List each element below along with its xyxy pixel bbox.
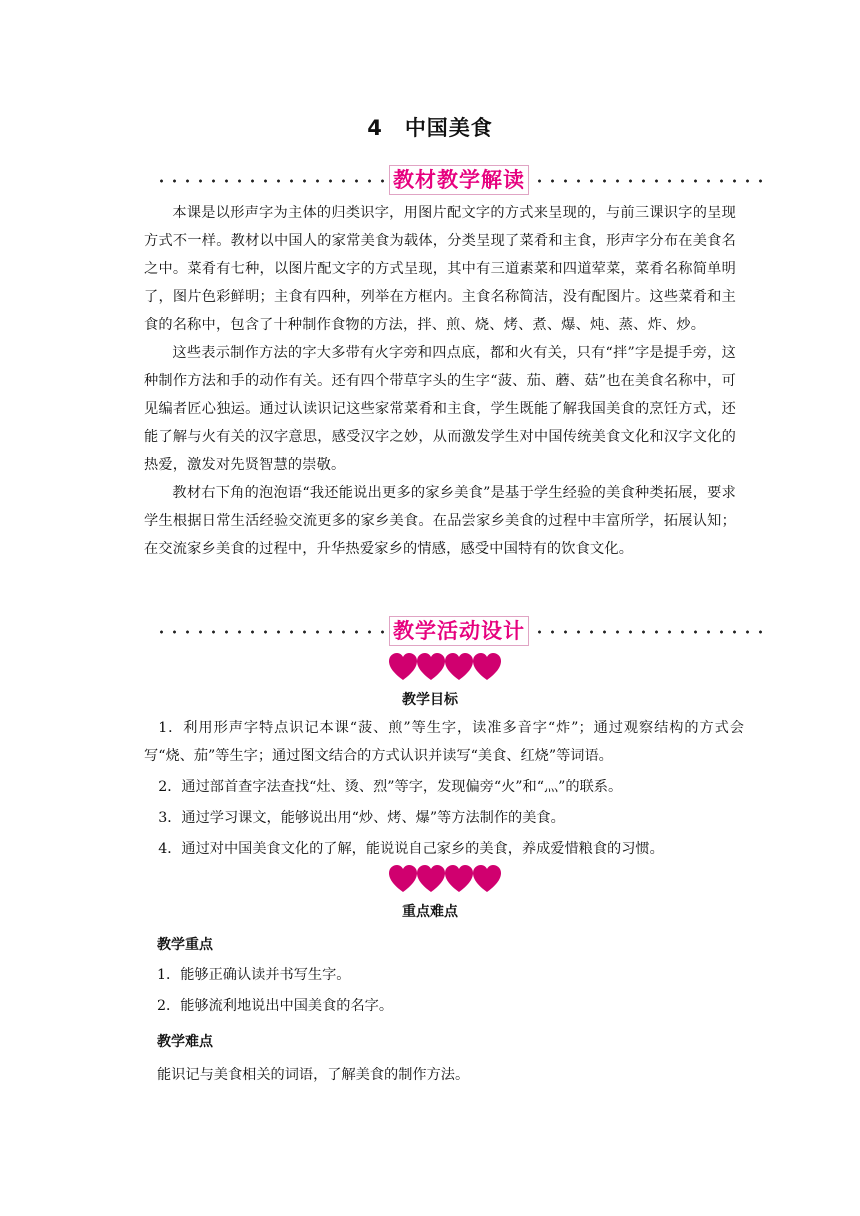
key-points-heading: 重点难点: [402, 904, 458, 920]
lesson-name: 中国美食: [404, 116, 493, 140]
lesson-number: 4: [367, 116, 383, 140]
difficulty-label: 教学难点: [157, 1034, 213, 1050]
hearts-decoration-icon: [388, 864, 502, 894]
difficulty-text: 能识记与美食相关的词语，了解美食的制作方法。: [157, 1067, 470, 1083]
section-banner-textbook: [155, 165, 767, 197]
paragraph: 教材右下角的泡泡语“我还能说出更多的家乡美食”是基于学生经验的美食种类拓展，要求学生根据日常生活经验交流更多的家乡美食。在品尝家乡美食的过程中丰富所学，拓展认知；在交流家乡美食的过程中，升华热爱家乡的情感，感受中国特有的饮食文化。: [144, 485, 736, 557]
list-item: 2．通过部首查字法查找“灶、烫、烈”等字，发现偏旁“火”和“灬”的联系。: [158, 779, 623, 795]
list-item: 4．通过对中国美食文化的了解，能说说自己家乡的美食，养成爱惜粮食的习惯。: [158, 841, 664, 857]
hearts-decoration-icon: [388, 652, 502, 682]
paragraph: 这些表示制作方法的字大多带有火字旁和四点底，都和火有关，只有“拌”字是提手旁，这种制作方法和手的动作有关。还有四个带草字头的生字“菠、茄、蘑、菇”也在美食名称中，可见编者匠心独运。通过认读识记这些家常菜肴和主食，学生既能了解我国美食的烹饪方式，还能了解与火有关的汉字意思，感受汉字之妙，从而激发学生对中国传统美食文化和汉字文化的热爱，激发对先贤智慧的崇敬。: [144, 345, 736, 473]
focus-label: 教学重点: [157, 937, 213, 953]
paragraph: 本课是以形声字为主体的归类识字，用图片配文字的方式来呈现的，与前三课识字的呈现方式不一样。教材以中国人的家常美食为载体，分类呈现了菜肴和主食，形声字分布在美食名之中。菜肴有七种，以图片配文字的方式呈现，其中有三道素菜和四道荤菜，菜肴名称简单明了，图片色彩鲜明；主食有四种，列举在方框内。主食名称简洁，没有配图片。这些菜肴和主食的名称中，包含了十种制作食物的方法，拌、煎、烧、烤、煮、爆、炖、蒸、炸、炒。: [144, 205, 736, 333]
goals-heading: 教学目标: [402, 692, 458, 708]
focus-item: 1．能够正确认读并书写生字。: [157, 967, 351, 983]
dotted-divider-right: [533, 178, 767, 184]
section-label-activity: 教学活动设计: [389, 616, 529, 646]
dotted-divider-right: [533, 629, 767, 635]
section-label-textbook: 教材教学解读: [389, 165, 529, 195]
list-item: 3．通过学习课文，能够说出用“炒、烤、爆”等方法制作的美食。: [158, 810, 565, 826]
section-textbook-body: [144, 199, 736, 563]
list-item: 1．利用形声字特点识记本课“菠、煎”等生字，读准多音字“炸”；通过观察结构的方式会写“烧、茄”等生字；通过图文结合的方式认识并读写“美食、红烧”等词语。: [144, 720, 744, 764]
section-banner-activity: [155, 616, 767, 648]
goals-list: [144, 714, 744, 866]
focus-item: 2．能够流利地说出中国美食的名字。: [157, 998, 394, 1014]
lesson-title: [0, 112, 860, 142]
dotted-divider-left: [155, 629, 387, 635]
dotted-divider-left: [155, 178, 387, 184]
